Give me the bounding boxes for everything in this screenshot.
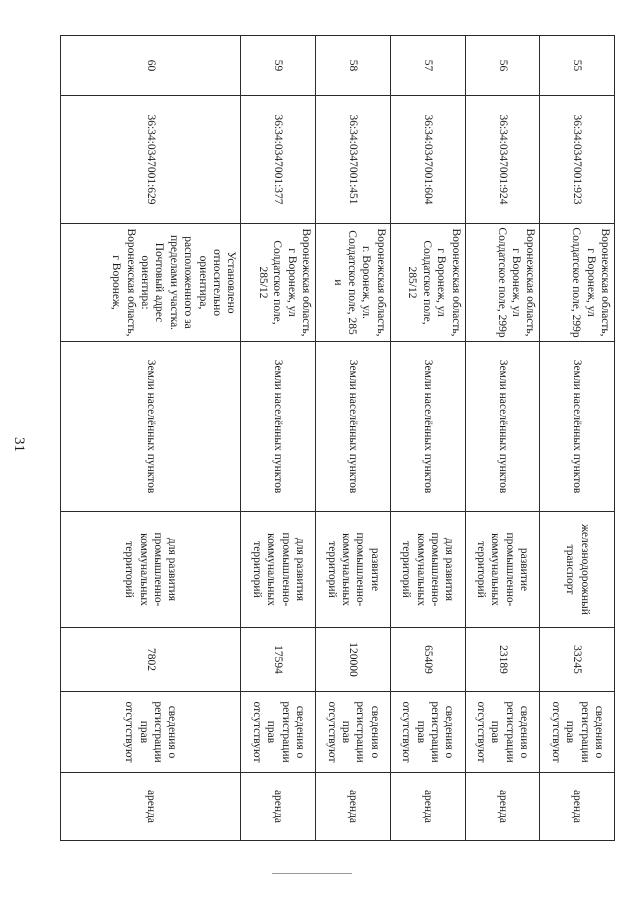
row-number: 59 [241, 36, 316, 96]
table-row [241, 36, 316, 841]
bottom-divider [272, 873, 352, 874]
address-cell: Воронежская область, г Воронеж, ул Солдатское поле, 299р [465, 224, 540, 342]
table-row [61, 36, 241, 841]
area-value: 17594 [241, 628, 316, 692]
table-row [390, 36, 465, 841]
permitted-use: развитие промышленно-коммунальных территорий [465, 512, 540, 628]
registration-info: сведения о регистрации прав отсутствуют [61, 692, 241, 773]
cadastral-number: 36:34:0347001:629 [61, 96, 241, 224]
permitted-use: для развития промышленно-коммунальных территорий [241, 512, 316, 628]
cadastral-number: 36:34:0347001:377 [241, 96, 316, 224]
land-plots-table-container [60, 35, 615, 840]
registration-info: сведения о регистрации прав отсутствуют [241, 692, 316, 773]
registration-info: сведения о регистрации прав отсутствуют [316, 692, 391, 773]
table-row [540, 36, 615, 841]
right-type: аренда [316, 773, 391, 841]
area-value: 120000 [316, 628, 391, 692]
right-type: аренда [390, 773, 465, 841]
land-category: Земли населённых пунктов [316, 342, 391, 512]
area-value: 33245 [540, 628, 615, 692]
right-type: аренда [540, 773, 615, 841]
address-cell: Установлено относительно ориентира, расположенного за пределами участка. Почтовый адрес ориентира: Воронежская область, г Воронеж, [61, 224, 241, 342]
registration-info: сведения о регистрации прав отсутствуют [465, 692, 540, 773]
area-value: 7802 [61, 628, 241, 692]
address-cell: Воронежская область, г Воронеж, ул Солдатское поле, 285/12 [241, 224, 316, 342]
page-number: 31 [11, 437, 27, 452]
permitted-use: развитие промышленно-коммунальных территорий [316, 512, 391, 628]
land-plots-table [60, 35, 615, 841]
permitted-use: для развития промышленно-коммунальных территорий [390, 512, 465, 628]
row-number: 57 [390, 36, 465, 96]
cadastral-number: 36:34:0347001:604 [390, 96, 465, 224]
permitted-use: железнодорожный транспорт [540, 512, 615, 628]
right-type: аренда [241, 773, 316, 841]
row-number: 58 [316, 36, 391, 96]
land-category: Земли населённых пунктов [241, 342, 316, 512]
cadastral-number: 36:34:0347001:923 [540, 96, 615, 224]
registration-info: сведения о регистрации прав отсутствуют [390, 692, 465, 773]
land-category: Земли населённых пунктов [61, 342, 241, 512]
right-type: аренда [465, 773, 540, 841]
land-category: Земли населённых пунктов [465, 342, 540, 512]
cadastral-number: 36:34:0347001:451 [316, 96, 391, 224]
right-type: аренда [61, 773, 241, 841]
row-number: 56 [465, 36, 540, 96]
address-cell: Воронежская область, г Воронеж, ул Солдатское поле, 285/12 [390, 224, 465, 342]
land-category: Земли населённых пунктов [390, 342, 465, 512]
row-number: 55 [540, 36, 615, 96]
registration-info: сведения о регистрации прав отсутствуют [540, 692, 615, 773]
cadastral-number: 36:34:0347001:924 [465, 96, 540, 224]
permitted-use: для развития промышленно-коммунальных территорий [61, 512, 241, 628]
area-value: 65409 [390, 628, 465, 692]
address-cell: Воронежская область, г. Воронеж, ул. Солдатское поле, 285 и [316, 224, 391, 342]
table-row [316, 36, 391, 841]
row-number: 60 [61, 36, 241, 96]
address-cell: Воронежская область, г Воронеж, ул Солдатское поле, 299р [540, 224, 615, 342]
area-value: 23189 [465, 628, 540, 692]
land-category: Земли населённых пунктов [540, 342, 615, 512]
rotated-table-frame [60, 35, 615, 840]
table-row [465, 36, 540, 841]
